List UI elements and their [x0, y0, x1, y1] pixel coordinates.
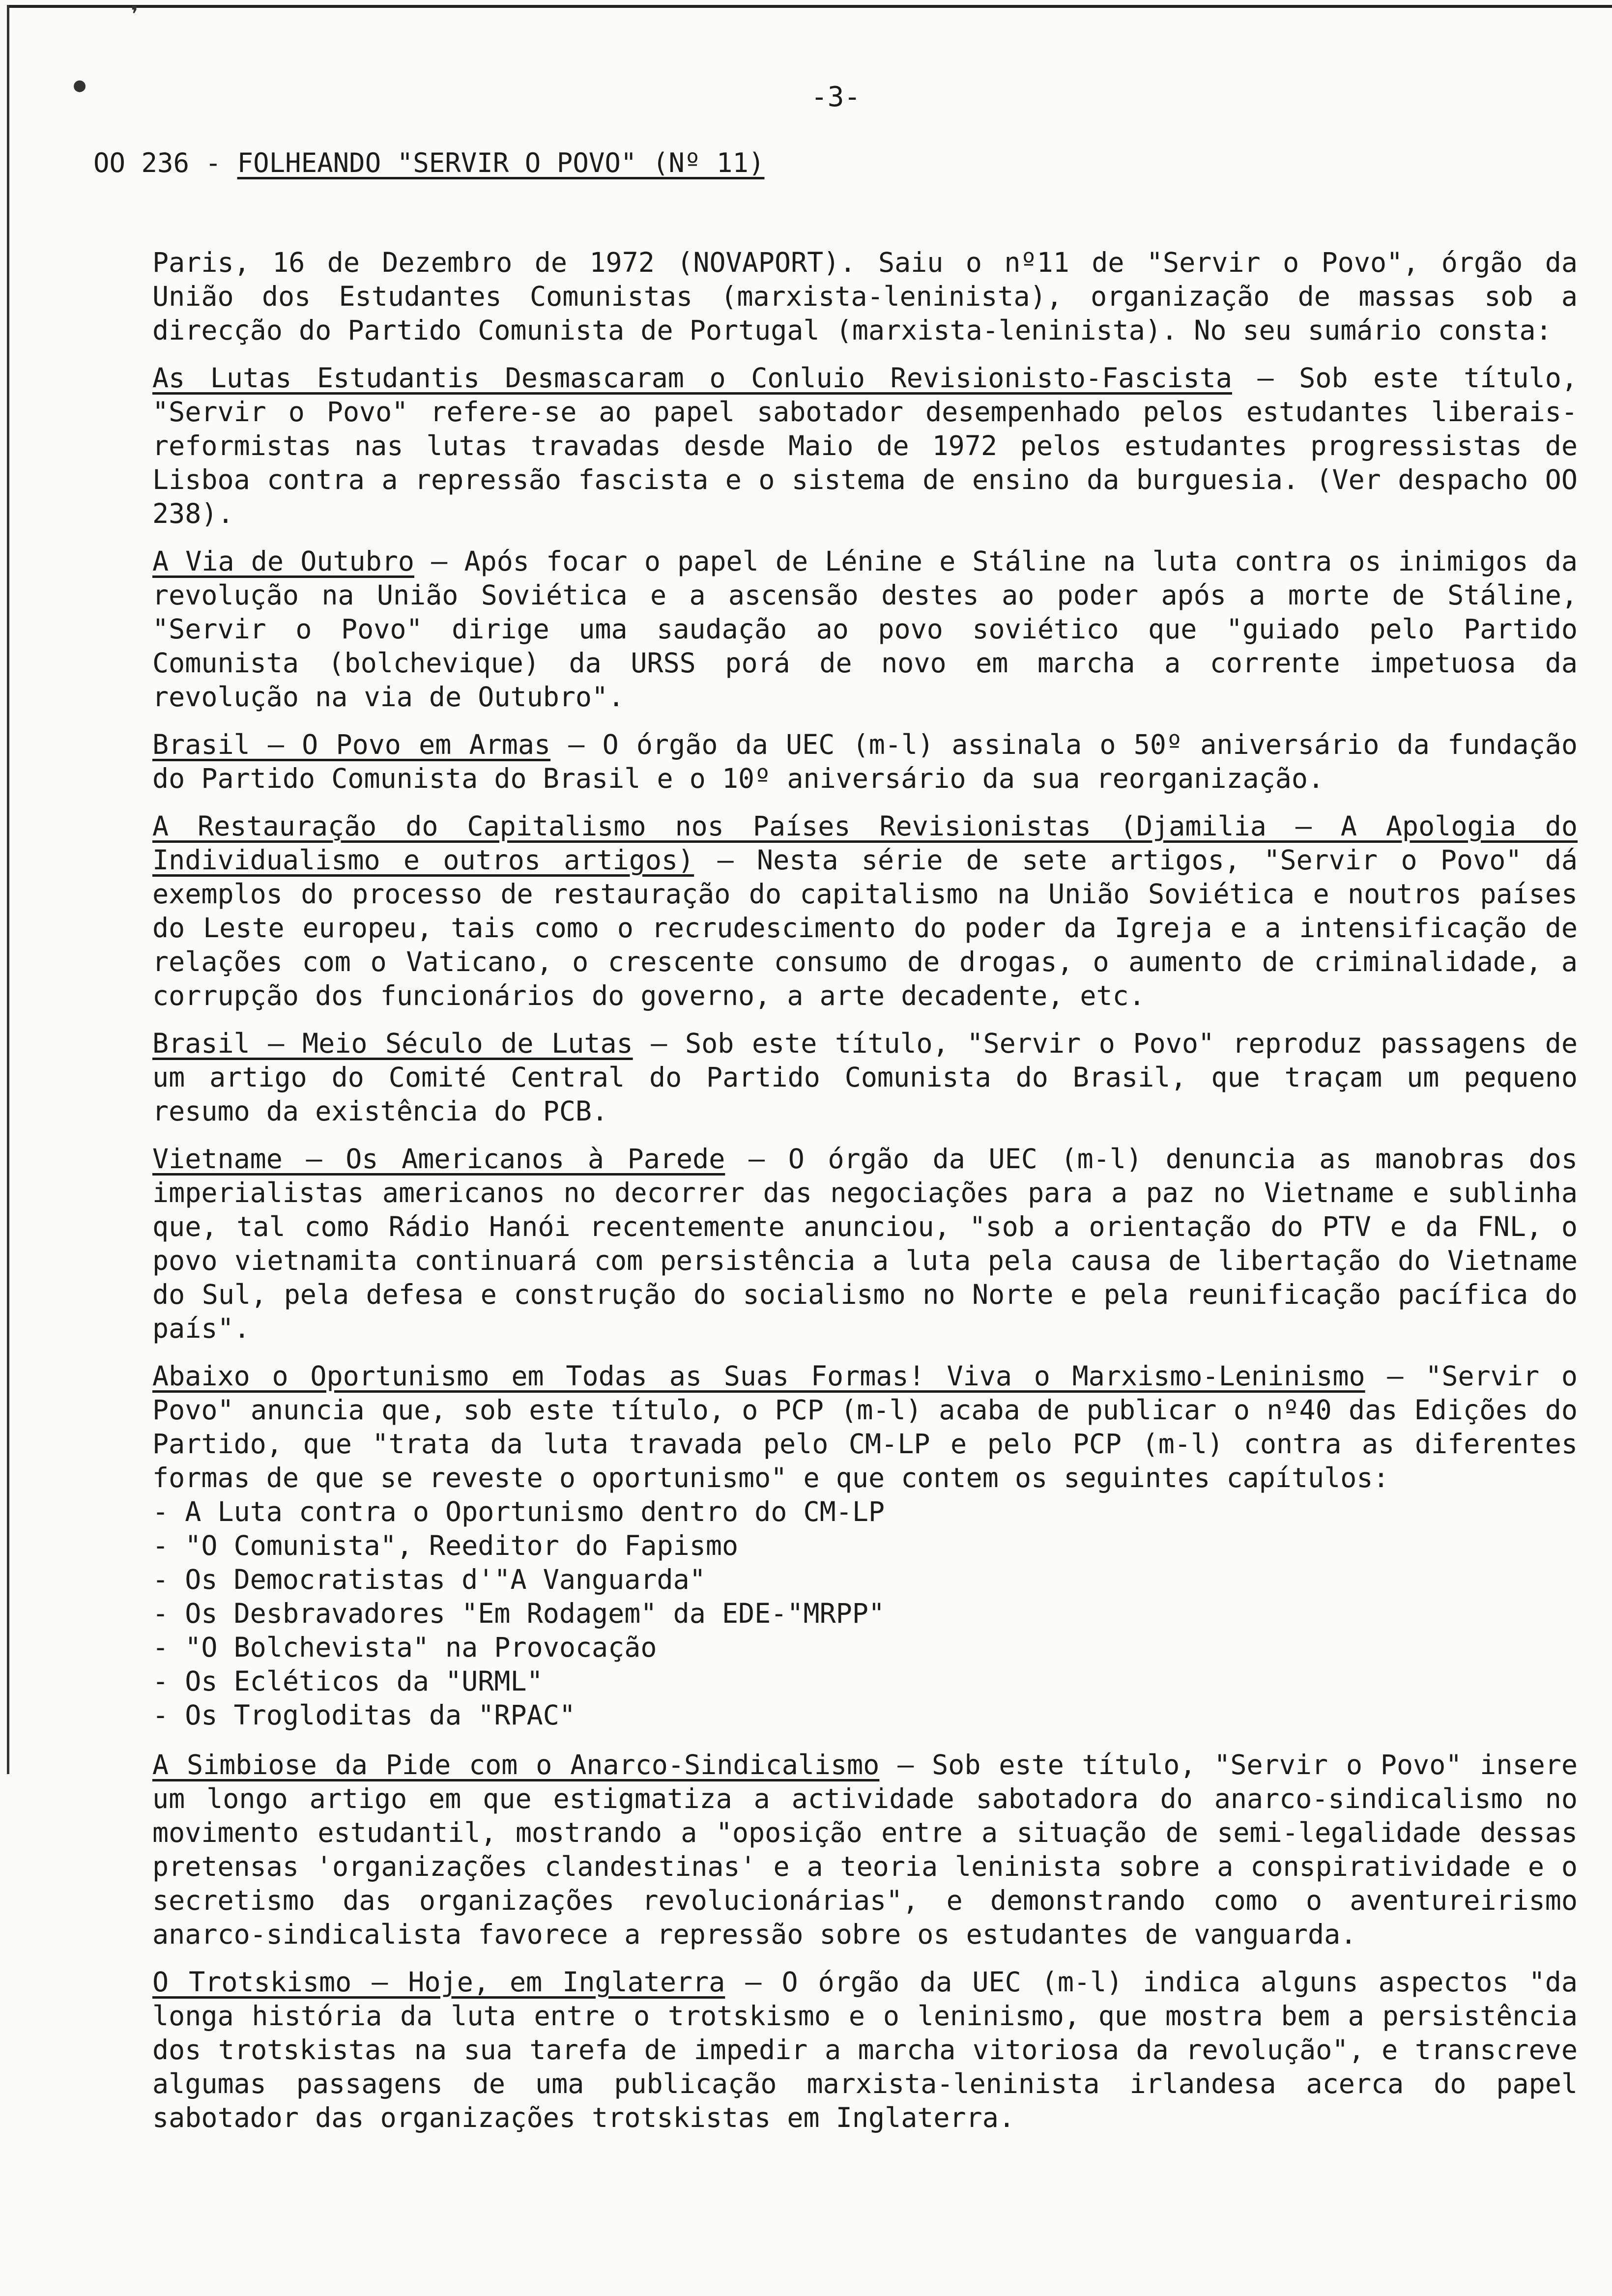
chapter-item: - "O Comunista", Reeditor do Fapismo: [152, 1529, 1578, 1563]
section-title: O Trotskismo — Hoje, em Inglaterra: [152, 1966, 725, 1998]
chapter-item: - Os Ecléticos da "URML": [152, 1665, 1578, 1698]
section-title: Brasil — O Povo em Armas: [152, 729, 551, 760]
section-text: — Sob este título, "Servir o Povo" insere um longo artigo em que estigmatiza a actividade sabotadora do anarco-sindicalismo no movimento estudantil, mostrando a "oposição entre a situação de semi-legalidade dessas pretensas 'organizações clandestinas' e a teoria leninista sobre a conspiratividade e o secretismo das organizações revolucionárias", e demonstrando como o aventureirismo anarco-sindicalista favorece a repressão sobre os estudantes de vanguarda.: [152, 1749, 1578, 1950]
section-paragraph: [152, 1359, 1578, 1495]
section-title: Vietname — Os Americanos à Parede: [152, 1143, 725, 1175]
section-text: — Sob este título, "Servir o Povo" refere-se ao papel sabotador desempenhado pelos estudantes liberais-reformistas nas lutas travadas desde Maio de 1972 pelos estudantes progressistas de Lisboa contra a repressão fascista e o sistema de ensino da burguesia. (Ver despacho OO 238).: [152, 362, 1578, 529]
section-title: A Simbiose da Pide com o Anarco-Sindicalismo: [152, 1749, 880, 1780]
section-paragraph: [152, 1748, 1578, 1952]
dispatch-title: FOLHEANDO "SERVIR O POVO" (Nº 11): [237, 147, 765, 178]
page-number: -3-: [811, 81, 861, 113]
chapter-list: [152, 1495, 1578, 1732]
dispatch-code: OO 236 -: [93, 147, 237, 178]
section-title: Abaixo o Oportunismo em Todas as Suas Formas! Viva o Marxismo-Leninismo: [152, 1360, 1365, 1392]
section-text: — Após focar o papel de Lénine e Stáline na luta contra os inimigos da revolução na União Soviética e a ascensão destes ao poder após a morte de Stáline, "Servir o Povo" dirige uma saudação ao povo soviético que "guiado pelo Partido Comunista (bolchevique) da URSS porá de novo em marcha a corrente impetuosa da revolução na via de Outubro".: [152, 545, 1578, 713]
section-paragraph: [152, 728, 1578, 796]
section-text: — O órgão da UEC (m-l) assinala o 50º aniversário da fundação do Partido Comunista do Brasil e o 10º aniversário da sua reorganização.: [152, 729, 1578, 794]
section-text: — "Servir o Povo" anuncia que, sob este título, o PCP (m-l) acaba de publicar o nº40 das Edições do Partido, que "trata da luta travada pelo CM-LP e pelo PCP (m-l) contra as diferentes formas de que se reveste o oportunismo" e que contem os seguintes capítulos:: [152, 1360, 1578, 1493]
article-body: [152, 246, 1578, 2149]
section-paragraph: [152, 545, 1578, 714]
section-text: — Sob este título, "Servir o Povo" reproduz passagens de um artigo do Comité Central do Partido Comunista do Brasil, que traçam um pequeno resumo da existência do PCB.: [152, 1028, 1578, 1127]
scan-speck: ❜: [125, 0, 144, 34]
section-title: Brasil — Meio Século de Lutas: [152, 1028, 633, 1059]
section-paragraph: [152, 1027, 1578, 1128]
top-border-line: [9, 5, 1612, 8]
section-title: A Via de Outubro: [152, 545, 414, 577]
section-text: — O órgão da UEC (m-l) denuncia as manobras dos imperialistas americanos no decorrer das negociações para a paz no Vietname e sublinha que, tal como Rádio Hanói recentemente anunciou, "sob a orientação do PTV e da FNL, o povo vietnamita continuará com persistência a luta pela causa de libertação do Vietname do Sul, pela defesa e construção do socialismo no Norte e pela reunificação pacífica do país".: [152, 1143, 1578, 1344]
section-text: — O órgão da UEC (m-l) indica alguns aspectos "da longa história da luta entre o trotskismo e o leninismo, que mostra bem a persistência dos trotskistas na sua tarefa de impedir a marcha vitoriosa da revolução", e transcreve algumas passagens de uma publicação marxista-leninista irlandesa acerca do papel sabotador das organizações trotskistas em Inglaterra.: [152, 1966, 1578, 2133]
chapter-item: - Os Desbravadores "Em Rodagem" da EDE-"MRPP": [152, 1597, 1578, 1631]
section-paragraph: [152, 361, 1578, 531]
dispatch-header: [93, 147, 764, 178]
section-title: A Restauração do Capitalismo nos Países Revisionistas (Djamilia — A Apologia do Individualismo e outros artigos): [152, 810, 1578, 876]
chapter-item: - Os Democratistas d'"A Vanguarda": [152, 1563, 1578, 1597]
scan-speck: ●: [74, 74, 86, 96]
intro-paragraph: Paris, 16 de Dezembro de 1972 (NOVAPORT). Saiu o nº11 de "Servir o Povo", órgão da União dos Estudantes Comunistas (marxista-leninista), organização de massas sob a direcção do Partido Comunista de Portugal (marxista-leninista). No seu sumário consta:: [152, 247, 1578, 346]
chapter-item: - Os Trogloditas da "RPAC": [152, 1698, 1578, 1732]
chapter-item: - "O Bolchevista" na Provocação: [152, 1631, 1578, 1665]
section-text: — Nesta série de sete artigos, "Servir o Povo" dá exemplos do processo de restauração do capitalismo na União Soviética e noutros países do Leste europeu, tais como o recrudescimento do poder da Igreja e a intensificação de relações com o Vaticano, o crescente consumo de drogas, o aumento de criminalidade, a corrupção dos funcionários do governo, a arte decadente, etc.: [152, 844, 1578, 1011]
section-paragraph: [152, 1965, 1578, 2135]
chapter-item: - A Luta contra o Oportunismo dentro do CM-LP: [152, 1495, 1578, 1529]
section-paragraph: [152, 1142, 1578, 1346]
section-title: As Lutas Estudantis Desmascaram o Conluio Revisionisto-Fascista: [152, 362, 1232, 394]
section-paragraph: [152, 809, 1578, 1013]
left-border-line: [7, 5, 9, 1774]
